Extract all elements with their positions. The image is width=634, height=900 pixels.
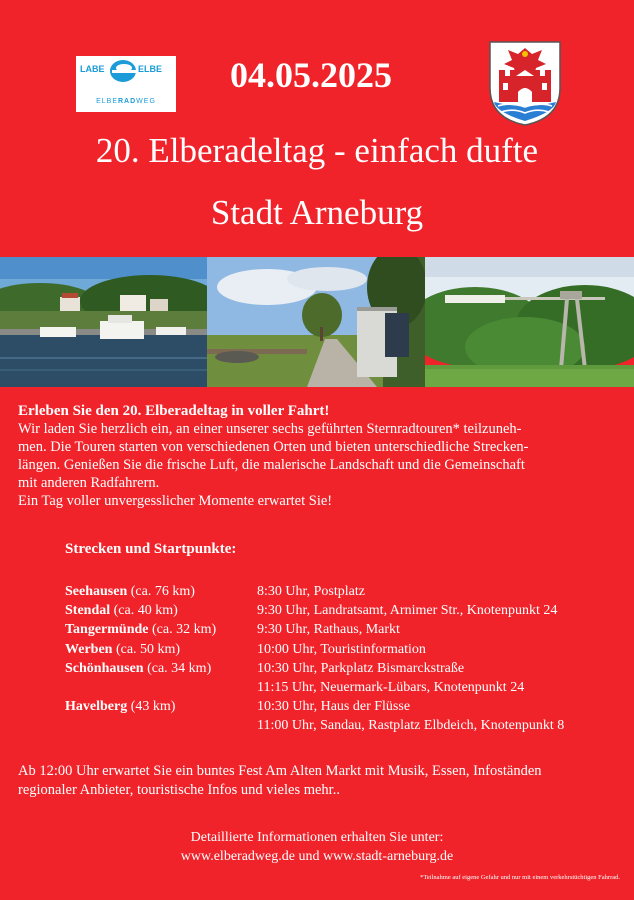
route-start-town: Schönhausen (ca. 34 km) <box>65 660 212 676</box>
route-start-town: Seehausen (ca. 76 km) <box>65 584 195 599</box>
logo-subtitle: ELBERADWEG <box>96 98 156 105</box>
festival-text <box>18 762 618 800</box>
event-date: 04.05.2025 <box>230 55 392 95</box>
logo-text-right: ELBE <box>138 64 163 74</box>
photo-strip <box>0 257 634 387</box>
route-start-town: Werben (ca. 50 km) <box>65 641 181 657</box>
route-start-time: 9:30 Uhr, Landratsamt, Arnimer Str., Knotenpunkt 24 <box>257 603 558 619</box>
routes-list <box>65 582 625 736</box>
route-start-time: 8:30 Uhr, Postplatz <box>257 584 365 599</box>
website-links: www.elberadweg.de und www.stadt-arneburg.de <box>180 849 454 864</box>
route-start-town: Tangermünde (ca. 32 km) <box>65 622 217 638</box>
route-row <box>65 620 625 639</box>
intro-line: Wir laden Sie herzlich ein, an einer unserer sechs geführten Sternradtouren* teilzuneh- <box>18 421 522 437</box>
treetop-walkway-photo <box>425 257 634 387</box>
intro-line: längen. Genießen Sie die frische Luft, die malerische Landschaft und die Gemeinschaft <box>18 457 525 473</box>
intro-line: men. Die Touren starten von verschiedenen Orten und bieten unterschiedliche Strecken- <box>18 439 529 455</box>
intro-line: Ein Tag voller unvergesslicher Momente erwartet Sie! <box>18 493 333 509</box>
routes-heading: Strecken und Startpunkte: <box>65 541 237 557</box>
route-row <box>65 659 625 678</box>
intro-line: mit anderen Radfahrern. <box>18 475 160 491</box>
route-start-time: 11:00 Uhr, Sandau, Rastplatz Elbdeich, Knotenpunkt 8 <box>257 718 565 734</box>
route-start-time: 9:30 Uhr, Rathaus, Markt <box>257 622 400 638</box>
route-start-time: 10:00 Uhr, Touristinformation <box>257 641 426 657</box>
info-line: Detaillierte Informationen erhalten Sie unter: <box>190 830 444 845</box>
logo-e-swoosh-icon <box>108 58 138 84</box>
festival-line: regionaler Anbieter, touristische Infos und vieles mehr.. <box>18 782 340 798</box>
route-start-time: 10:30 Uhr, Parkplatz Bismarckstraße <box>257 660 465 676</box>
elberadweg-logo <box>76 56 176 112</box>
route-row <box>65 716 625 735</box>
route-row <box>65 582 625 601</box>
route-start-town: Havelberg (43 km) <box>65 699 176 715</box>
route-row <box>65 640 625 659</box>
route-row <box>65 697 625 716</box>
intro-text <box>18 402 618 510</box>
event-title: 20. Elberadeltag - einfach dufte <box>95 131 539 170</box>
intro-heading: Erleben Sie den 20. Elberadeltag in voller Fahrt! <box>18 403 330 419</box>
harbor-photo <box>0 257 207 387</box>
route-row <box>65 601 625 620</box>
logo-text-left: LABE <box>80 64 105 74</box>
footnote: *Teilnahme auf eigene Gefahr und nur mit einem verkehrstüchtigen Fahrrad. <box>420 874 620 881</box>
info-section <box>0 828 634 866</box>
riverside-path-photo <box>207 257 425 387</box>
route-row <box>65 678 625 697</box>
arneburg-coat-of-arms-icon <box>488 40 562 126</box>
event-location: Stadt Arneburg <box>210 193 424 232</box>
route-start-time: 11:15 Uhr, Neuermark-Lübars, Knotenpunkt 24 <box>257 679 525 695</box>
route-start-time: 10:30 Uhr, Haus der Flüsse <box>257 699 411 715</box>
festival-line: Ab 12:00 Uhr erwartet Sie ein buntes Fest Am Alten Markt mit Musik, Essen, Infoständen <box>18 763 542 779</box>
route-start-town: Stendal (ca. 40 km) <box>65 603 178 619</box>
